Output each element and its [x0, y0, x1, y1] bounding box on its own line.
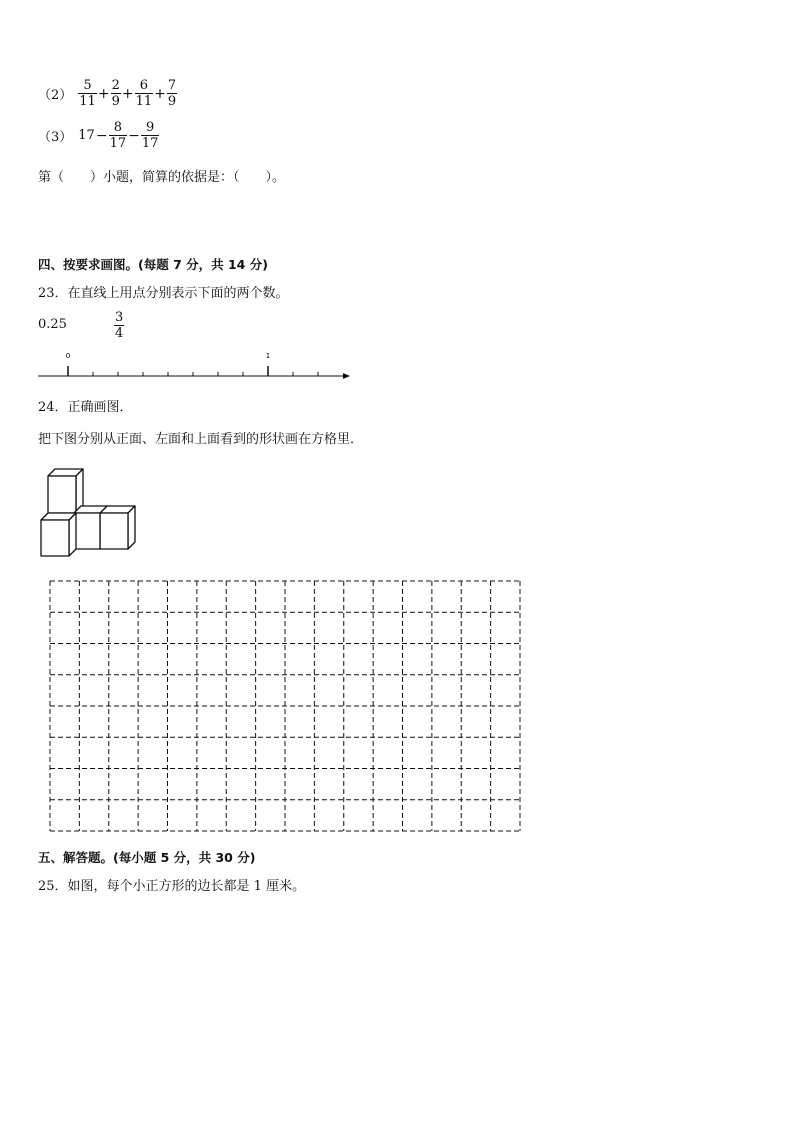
number-line-tick-label-0: 0 — [65, 352, 71, 360]
cube-side-face — [69, 513, 76, 556]
fraction: $\frac{9}{17}$ — [141, 120, 159, 151]
cube-side-face — [128, 506, 135, 549]
fraction: $\frac{6}{11}$ — [135, 78, 153, 109]
expression-3-label: （3） — [38, 130, 73, 145]
value-decimal: 0.25 — [38, 317, 67, 332]
value-fraction: $\frac{3}{4}$ — [115, 310, 124, 341]
section-5-heading: 五、解答题。(每小题 5 分，共 30 分) — [38, 850, 256, 865]
fraction: $\frac{5}{11}$ — [79, 78, 96, 109]
expression-3-lead: 17 — [78, 128, 95, 143]
question-23: 23．在直线上用点分别表示下面的两个数。 — [38, 286, 289, 301]
cube-front-face — [41, 520, 69, 556]
question-25: 25．如图，每个小正方形的边长都是 1 厘米。 — [38, 879, 306, 894]
expression-3 — [38, 120, 159, 151]
question-24-instruction: 把下图分别从正面、左面和上面看到的形状画在方格里． — [38, 432, 364, 447]
arrow-icon — [343, 373, 350, 379]
number-line-tick-label-1: 1 — [265, 352, 271, 360]
operator: + — [154, 85, 166, 102]
expression-2-label: （2） — [38, 88, 73, 103]
fraction: $\frac{2}{9}$ — [111, 78, 120, 109]
operator: + — [97, 85, 110, 102]
section-4-heading: 四、按要求画图。(每题 7 分，共 14 分) — [38, 257, 268, 272]
operator: + — [121, 85, 134, 102]
fill-in-line: 第（ ）小题，简算的依据是：（ ）。 — [38, 170, 286, 185]
cube-figure — [36, 462, 140, 562]
fraction: $\frac{7}{9}$ — [167, 78, 177, 109]
cube-front-face — [100, 513, 128, 549]
expression-2 — [38, 78, 177, 109]
cube-front-face — [48, 476, 76, 513]
answer-grid — [48, 579, 522, 833]
operator: − — [95, 127, 108, 144]
number-line-ticks — [68, 366, 318, 376]
number-line — [36, 346, 352, 382]
operator: − — [128, 127, 140, 144]
question-24-title: 24．正确画图． — [38, 400, 133, 415]
fraction: $\frac{8}{17}$ — [109, 120, 127, 151]
cube-front-face — [74, 513, 100, 549]
